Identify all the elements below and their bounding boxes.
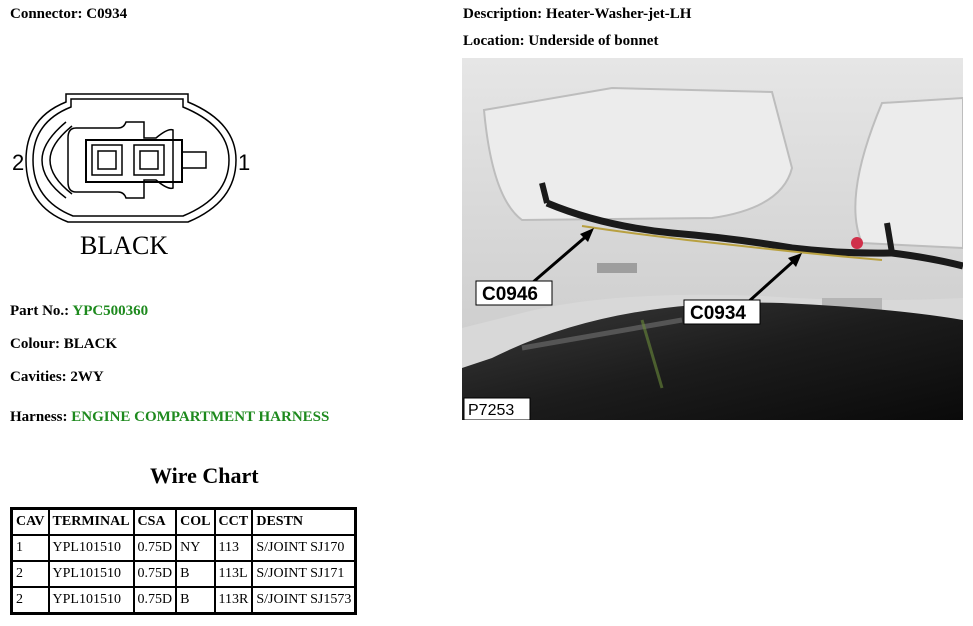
header-terminal: TERMINAL [49, 509, 134, 536]
connector-latch [42, 122, 66, 198]
cavities-value: 2WY [70, 369, 104, 385]
bonnet-slot-1 [597, 263, 637, 273]
cell-terminal: YPL101510 [49, 561, 134, 587]
wire-chart-header-row [12, 509, 356, 536]
callout-c0946-text: C0946 [482, 284, 538, 305]
header-csa: CSA [134, 509, 177, 536]
bonnet-panel-left [484, 88, 792, 220]
description-label: Description: [463, 6, 543, 22]
red-clip [851, 237, 863, 249]
cavity-2-outer [92, 145, 122, 175]
location-label: Location: [463, 33, 525, 49]
part-no-value[interactable]: YPC500360 [72, 303, 149, 319]
colour-label: Colour: [10, 336, 60, 352]
description-value: Heater-Washer-jet-LH [545, 6, 692, 22]
pin-label-right: 1 [238, 150, 251, 175]
cell-cct: 113 [215, 535, 253, 561]
connector-label: Connector: [10, 6, 83, 22]
diagram-colour-label: BLACK [80, 231, 169, 260]
cell-destn: S/JOINT SJ1573 [252, 587, 356, 614]
cell-csa: 0.75D [134, 561, 177, 587]
colour-line [10, 336, 117, 353]
location-line [463, 33, 658, 50]
cavity-1-inner [140, 151, 158, 169]
header-col: COL [176, 509, 214, 536]
pin-label-left: 2 [12, 150, 25, 175]
callout-c0934-text: C0934 [690, 303, 746, 324]
connector-face-diagram [8, 82, 258, 272]
part-no-line [10, 303, 148, 320]
cell-csa: 0.75D [134, 587, 177, 614]
location-value: Underside of bonnet [528, 33, 659, 49]
part-no-label: Part No.: [10, 303, 70, 319]
cell-cav: 2 [12, 561, 49, 587]
cell-cav: 2 [12, 587, 49, 614]
cell-col: NY [176, 535, 214, 561]
cell-cav: 1 [12, 535, 49, 561]
description-line [463, 6, 691, 23]
colour-value: BLACK [63, 336, 118, 352]
connector-line [10, 6, 127, 23]
header-cct: CCT [215, 509, 253, 536]
figure-id-text: P7253 [468, 402, 515, 419]
cell-terminal: YPL101510 [49, 587, 134, 614]
header-destn: DESTN [252, 509, 356, 536]
harness-label: Harness: [10, 409, 68, 425]
wire-chart-title: Wire Chart [150, 463, 259, 488]
connector-value: C0934 [86, 6, 128, 22]
header-cav: CAV [12, 509, 49, 536]
table-row [12, 535, 356, 561]
cell-cct: 113L [215, 561, 253, 587]
cavities-line [10, 369, 104, 386]
cell-destn: S/JOINT SJ171 [252, 561, 356, 587]
cell-col: B [176, 561, 214, 587]
cavities-label: Cavities: [10, 369, 67, 385]
harness-line [10, 409, 329, 426]
cavity-1-outer [134, 145, 164, 175]
cell-cct: 113R [215, 587, 253, 614]
cavity-2-inner [98, 151, 116, 169]
location-photo [462, 58, 963, 420]
wire-chart-table [10, 507, 357, 615]
cell-destn: S/JOINT SJ170 [252, 535, 356, 561]
cell-terminal: YPL101510 [49, 535, 134, 561]
table-row [12, 561, 356, 587]
cell-col: B [176, 587, 214, 614]
key-tab [182, 152, 206, 168]
cell-csa: 0.75D [134, 535, 177, 561]
table-row [12, 587, 356, 614]
harness-value[interactable]: ENGINE COMPARTMENT HARNESS [71, 409, 330, 425]
